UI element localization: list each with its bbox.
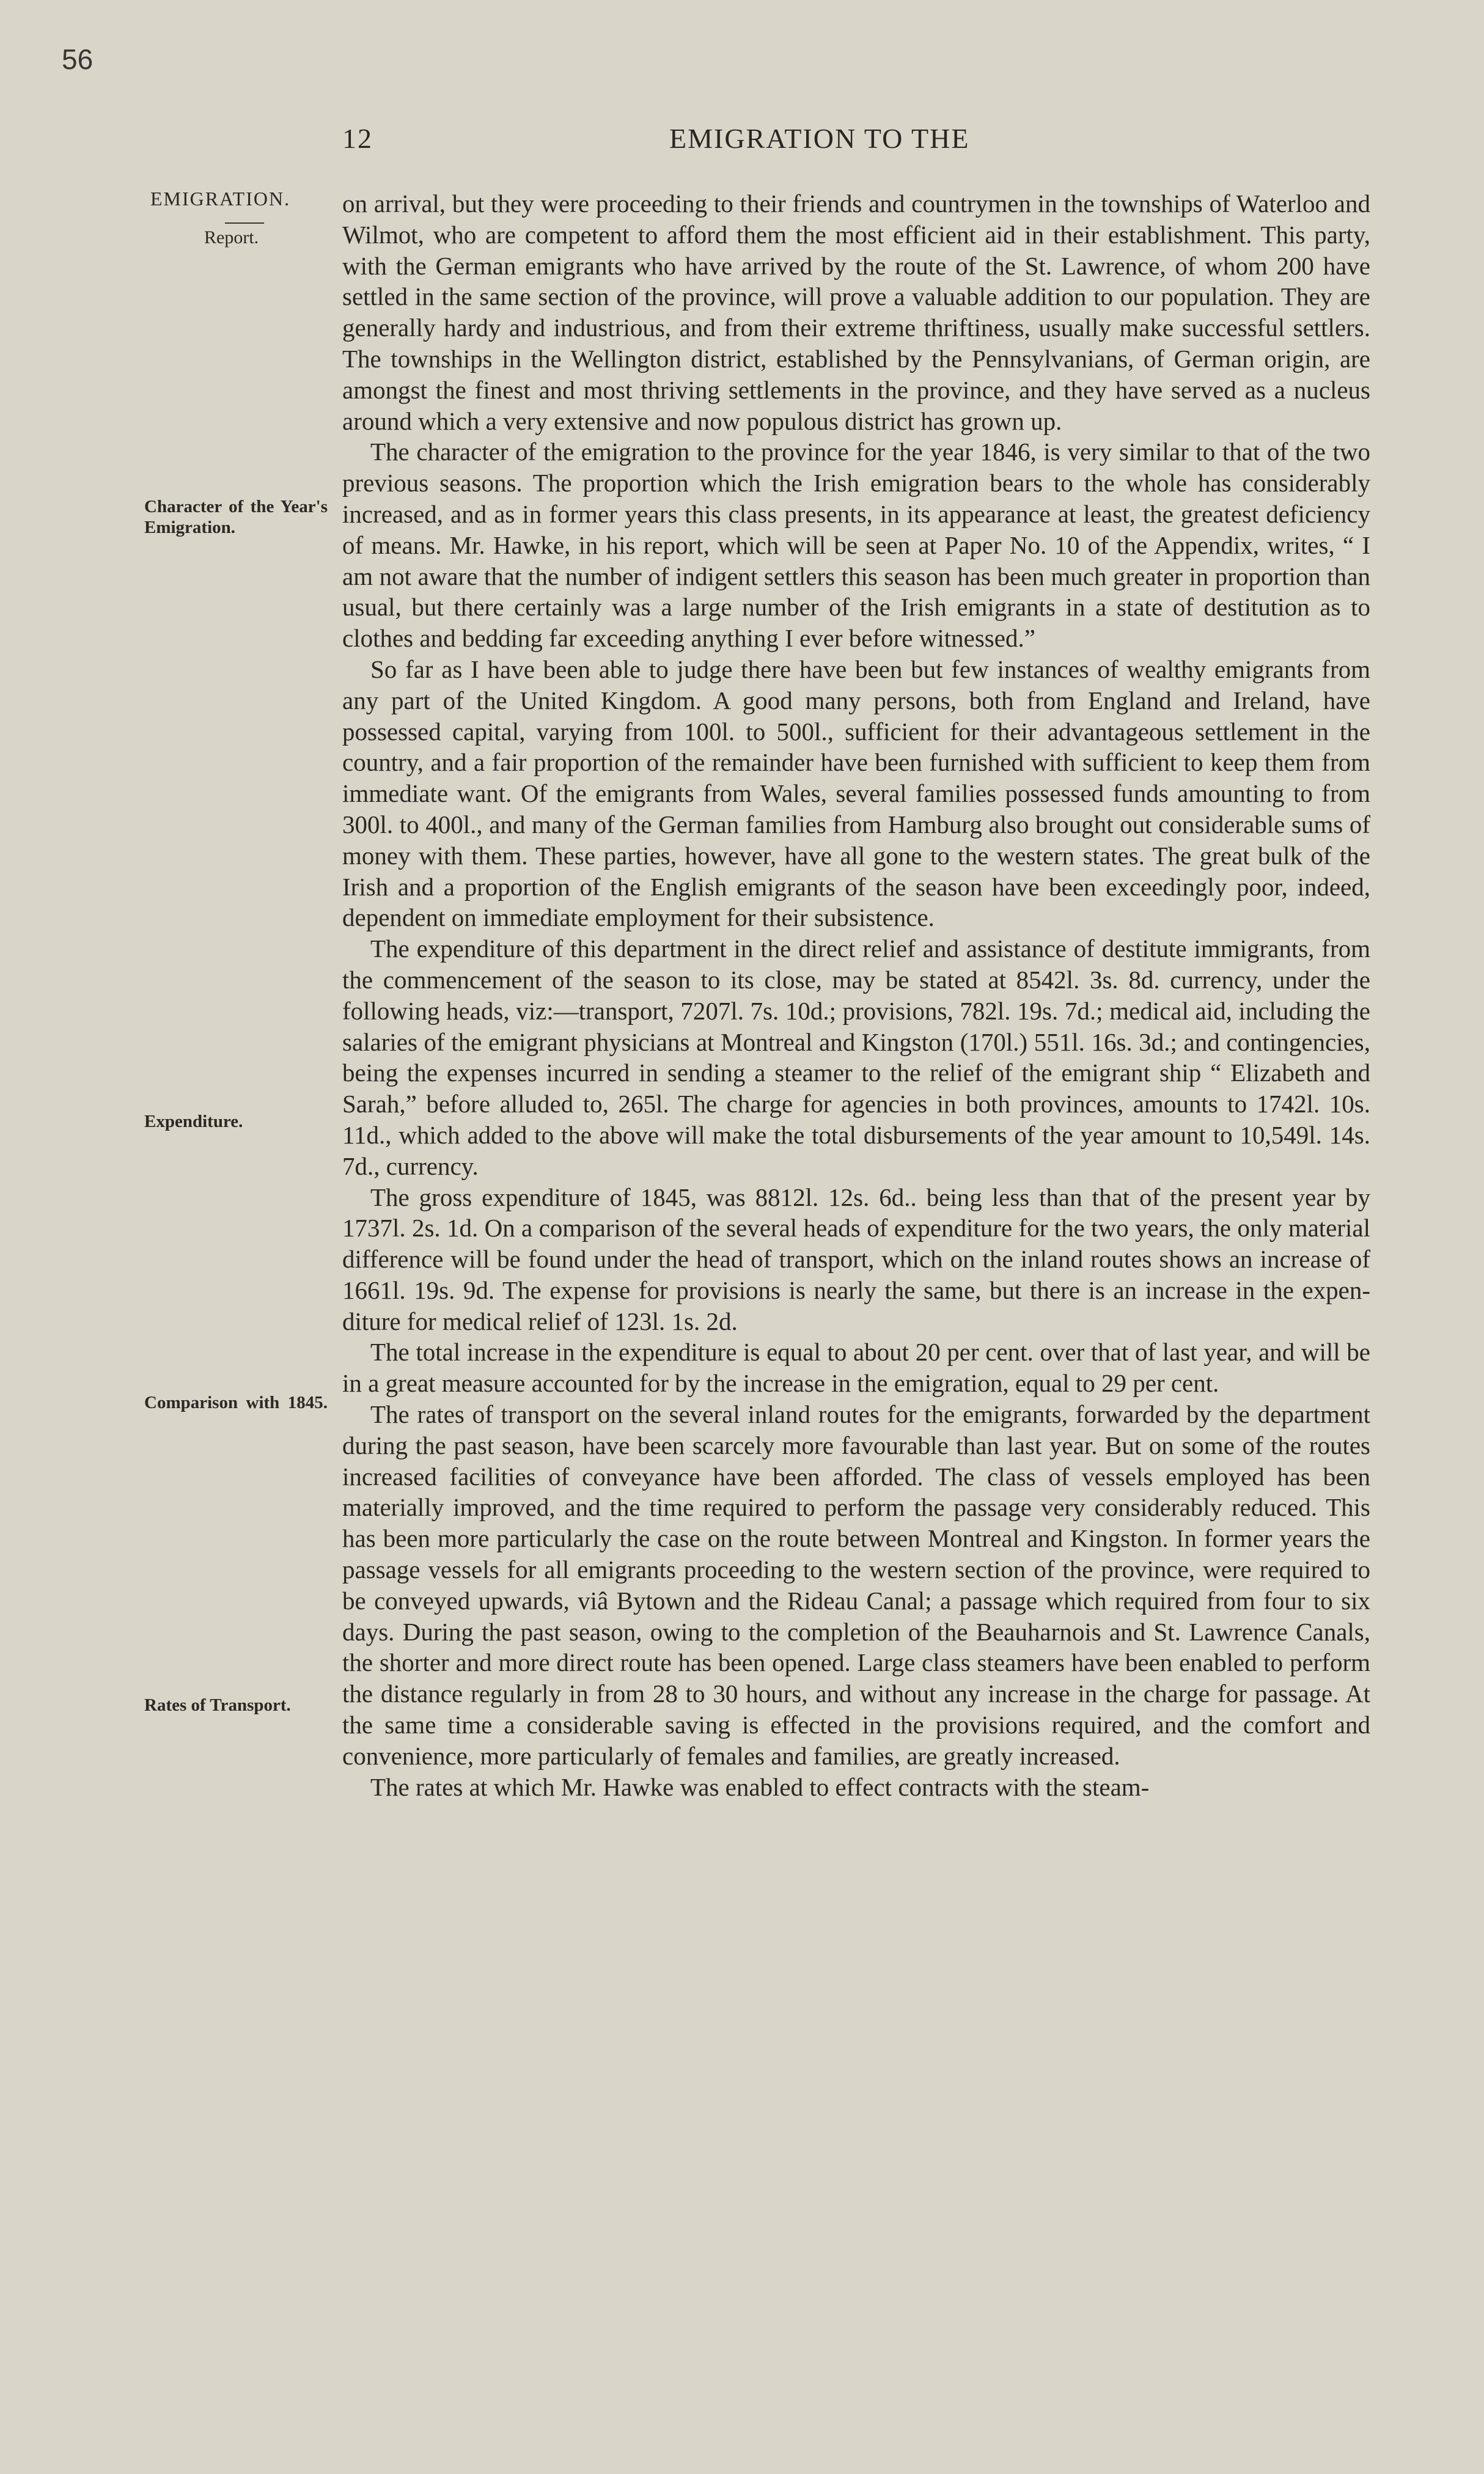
margin-note-report: Report. [204, 227, 259, 248]
margin-note-rates: Rates of Transport. [144, 1695, 291, 1715]
margin-rule [225, 222, 264, 224]
paragraph-contracts: The rates at which Mr. Hawke was enabled to effect contracts with the steam- [370, 1772, 1150, 1801]
running-page-number: 12 [342, 123, 373, 154]
running-title: EMIGRATION TO THE [669, 123, 970, 154]
paragraph-continuation: on arrival, but they were proceeding to their friends and countrymen in the townships of Waterloo and Wilmot, who are competent to afford them the most efficient aid in their establishment. This party, with the German emigrants who have arrived by the route of the St. Lawrence, of whom 200 have settled in the same section of the province, will prove a valuable addition to our population. They are generally hardy and industrious, and from their extreme thriftiness, usually make successful settlers. The townships in the Wellington district, established by the Pennsylvanians, of German origin, are amongst the finest and most thriving settlements in the province, and they have served as a nucleus around which a very extensive and now populous district has grown up. [342, 189, 1370, 435]
margin-note-expenditure: Expenditure. [144, 1112, 243, 1131]
paragraph-rates: The rates of transport on the several inland routes for the emigrants, forwarded by the department during the past season, have been scarcely more favourable than last year. But on some of the routes increased facilities of conveyance have been afforded. The class of vessels employed has been materially improved, and the time required to perform the passage very considerably reduced. This has been more particularly the case on the route between Montreal and Kingston. In former years the passage vessels for all emigrants proceeding to the western section of the province, were required to be conveyed upwards, viâ Bytown and the Rideau Canal; a passage which required from four to six days. During the past season, owing to the completion of the Beauharnois and St. Lawrence Canals, the shorter and more direct route has been opened. Large class steamers have been enabled to perform the distance regularly in from 28 to 30 hours, and without any increase in the charge for passage. At the same time a considerable saving is effected in the provisions required, and the comfort and convenience, more particularly of females and families, are greatly increased. [342, 1400, 1370, 1770]
margin-note-emigration: EMIGRATION. [150, 188, 291, 210]
margin-note-comparison: Comparison with 1845. [144, 1393, 328, 1412]
paragraph-character: The character of the emigration to the province for the year 1846, is very similar to that of the two previous seasons. The proportion which the Irish emigration bears to the whole has considerably increased, and as in former years this class presents, in its appearance at least, the greatest deficiency of means. Mr. Hawke, in his report, which will be seen at Paper No. 10 of the Appendix, writes, “ I am not aware that the number of indigent settlers this season has been much greater in proportion than usual, but there certainly was a large number of the Irish emigrants in a state of destitution as to clothes and bedding far exceeding anything I ever before witnessed.” [342, 438, 1370, 653]
body-text [342, 188, 1370, 1802]
paragraph-wealth: So far as I have been able to judge there have been but few instances of wealthy emigrants from any part of the United Kingdom. A good many persons, both from England and Ireland, have possessed capital, varying from 100l. to 500l., sufficient for their advantageous settlement in the country, and a fair proportion of the remainder have been furnished with sufficient to keep them from immediate want. Of the emigrants from Wales, several families possessed funds amounting to from 300l. to 400l., and many of the German families from Hamburg also brought out considerable sums of money with them. These parties, however, have all gone to the western states. The great bulk of the Irish and a proportion of the English emigrants of the season have been exceedingly poor, indeed, dependent on immediate employment for their subsistence. [342, 655, 1370, 932]
page-corner-number: 56 [62, 43, 94, 75]
paragraph-comparison: The gross expenditure of 1845, was 8812l. 12s. 6d.. being less than that of the present year by 1737l. 2s. 1d. On a comparison of the several heads of expenditure for the two years, the only material difference will be found under the head of transport, which on the inland routes shows an increase of 1661l. 19s. 9d. The expense for provisions is nearly the same, but there is an increase in the expenditure for medical relief of 123l. 1s. 2d. [342, 1183, 1370, 1335]
margin-note-character: Character of the Year's Emigration. [144, 497, 328, 537]
paragraph-total-increase: The total increase in the expenditure is equal to about 20 per cent. over that of last year, and will be in a great measure accounted for by the increase in the emigration, equal to 29 per cent. [342, 1338, 1370, 1398]
paragraph-expenditure: The expenditure of this department in the direct relief and assistance of destitute immigrants, from the commencement of the season to its close, may be stated at 8542l. 3s. 8d. currency, under the following heads, viz:—transport, 7207l. 7s. 10d.; provisions, 782l. 19s. 7d.; medical aid, including the salaries of the emigrant physicians at Montreal and Kingston (170l.) 551l. 16s. 3d.; and contingencies, being the expenses incurred in sending a steamer to the relief of the emigrant ship “ Elizabeth and Sarah,” before alluded to, 265l. The charge for agencies in both provinces, amounts to 1742l. 10s. 11d., which added to the above will make the total disbursements of the year amount to 10,549l. 14s. 7d., currency. [342, 934, 1370, 1180]
